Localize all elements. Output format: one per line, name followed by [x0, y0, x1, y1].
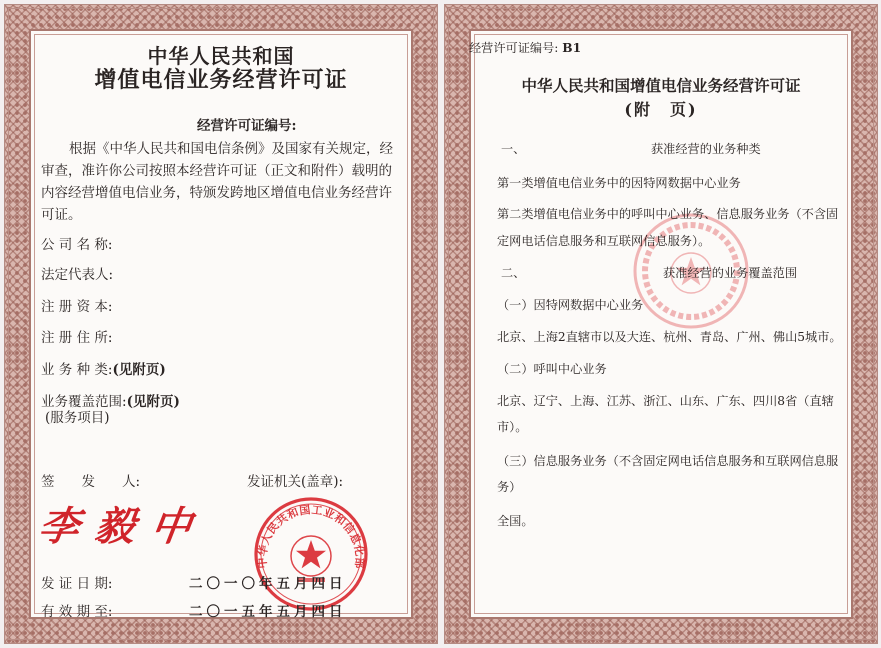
preamble-line: 审查，准许你公司按照本经营许可证（正文和附件）载明的 [41, 163, 392, 179]
official-seal [253, 496, 369, 612]
business-type-row [41, 362, 166, 379]
issuing-authority-label: 发证机关(盖章): [247, 474, 344, 490]
appendix-subtitle: (附 页) [624, 100, 698, 119]
issuer-label: 签 发 人: [41, 474, 141, 490]
title-line-1: 中华人民共和国 [147, 44, 295, 68]
coverage-label: 业务覆盖范围: [41, 394, 127, 410]
section-1-line: 定网电话信息服务和互联网信息服务）。 [497, 234, 711, 248]
coverage-row [41, 394, 180, 411]
section-2-line: 北京、辽宁、上海、江苏、浙江、山东、广东、四川8省（直辖 [497, 394, 834, 408]
section-1-number: 一、 [501, 142, 526, 156]
section-2-number: 二、 [501, 266, 526, 280]
license-number-label: 经营许可证编号: [197, 118, 297, 134]
preamble-line: 内容经营增值电信业务，特颁发跨地区增值电信业务经营许 [41, 185, 392, 201]
section-1-line: 第二类增值电信业务中的呼叫中心业务、信息服务业务（不含固 [497, 207, 839, 221]
issue-date: 二〇一〇年五月四日 [189, 576, 347, 592]
coverage-note: (服务项目) [45, 410, 110, 426]
issue-date-label: 发 证 日 期: [41, 576, 113, 592]
business-type-label: 业 务 种 类: [41, 362, 113, 378]
appendix-title: 中华人民共和国增值电信业务经营许可证 [521, 76, 801, 95]
coverage-value: (见附页) [126, 394, 180, 410]
registered-address-label: 注 册 住 所: [41, 330, 113, 346]
section-2-line: 北京、上海2直辖市以及大连、杭州、青岛、广州、佛山5城市。 [497, 330, 842, 344]
appendix-license-number-value: B1 [562, 41, 582, 55]
section-1-line: 第一类增值电信业务中的因特网数据中心业务 [497, 176, 741, 190]
section-2-line: 务） [497, 480, 522, 494]
preamble-line: 根据《中华人民共和国电信条例》及国家有关规定，经 [69, 141, 393, 157]
appendix-license-number-label: 经营许可证编号: [469, 41, 559, 55]
seal-text: 中华人民共和国工业和信息化部 [255, 503, 367, 570]
expiry-date: 二〇一五年五月四日 [189, 604, 347, 620]
section-2-heading: 获准经营的业务覆盖范围 [663, 266, 798, 280]
company-name-label: 公 司 名 称: [41, 237, 113, 253]
section-2-line: （三）信息服务业务（不含固定网电话信息服务和互联网信息服 [497, 454, 839, 468]
preamble-line: 可证。 [41, 207, 82, 223]
handwritten-signature: 李毅中 [35, 503, 211, 550]
registered-capital-label: 注 册 资 本: [41, 299, 113, 315]
section-2-line: 全国。 [497, 514, 534, 528]
section-2-line: （二）呼叫中心业务 [497, 362, 607, 376]
title-line-2: 增值电信业务经营许可证 [94, 67, 348, 93]
license-main-page [4, 4, 438, 644]
business-type-value: (见附页) [112, 362, 166, 378]
legal-representative-label: 法定代表人: [41, 267, 114, 283]
section-2-line: 市）。 [497, 420, 528, 434]
section-1-heading: 获准经营的业务种类 [651, 142, 761, 156]
expiry-date-label: 有 效 期 至: [41, 604, 113, 620]
section-2-line: （一）因特网数据中心业务 [497, 298, 644, 312]
license-appendix-page [444, 4, 878, 644]
appendix-license-number [469, 41, 581, 56]
